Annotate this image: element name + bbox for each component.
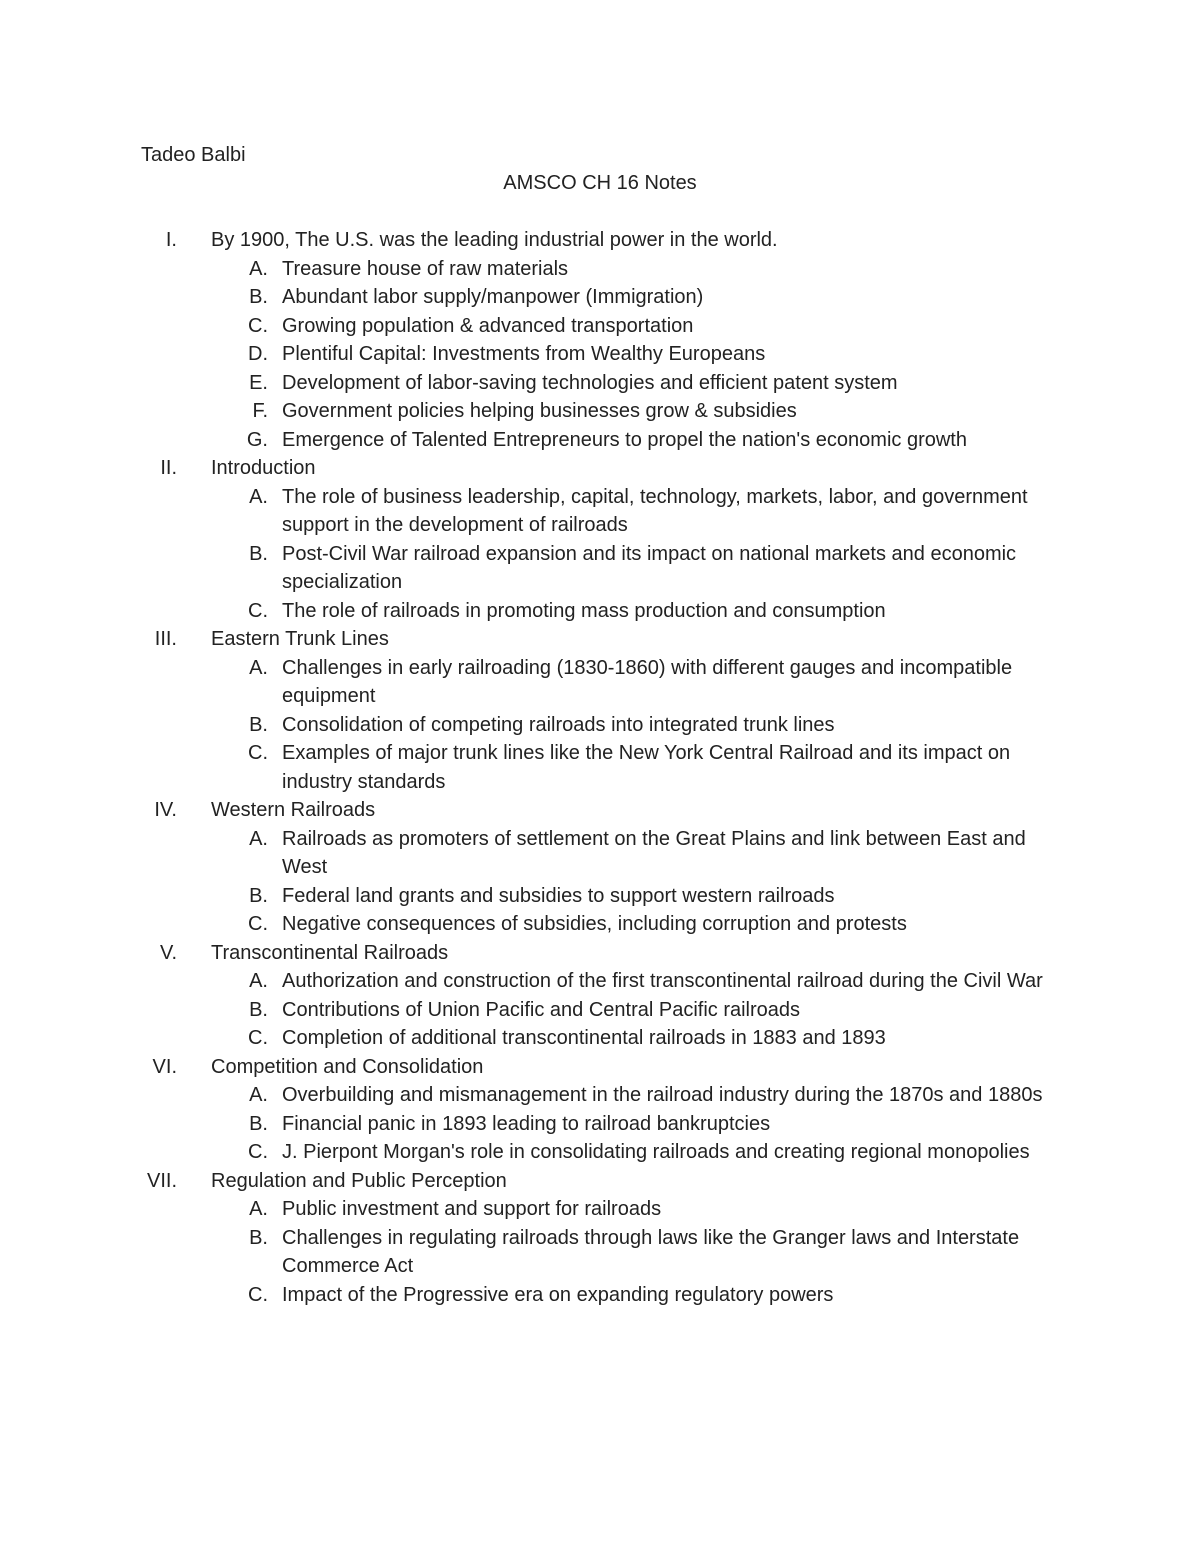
document-title: AMSCO CH 16 Notes <box>503 172 697 194</box>
section-heading-row <box>0 1167 1200 1196</box>
item-text: Examples of major trunk lines like the New York Central Railroad and its impact on industry standards <box>282 742 1011 793</box>
outline-section <box>0 1053 1200 1167</box>
item-text: Completion of additional transcontinental railroads in 1883 and 1893 <box>282 1027 886 1049</box>
item-text: Contributions of Union Pacific and Central Pacific railroads <box>282 998 801 1021</box>
outline-item <box>0 1195 1200 1224</box>
section-heading: Introduction <box>211 457 316 479</box>
section-numeral: I. <box>165 229 177 251</box>
outline-item <box>0 654 1200 711</box>
section-items <box>0 1195 1200 1309</box>
outline-section <box>0 939 1200 1053</box>
outline-item <box>0 711 1200 740</box>
item-text: Financial panic in 1893 leading to railroad bankruptcies <box>282 1112 771 1135</box>
section-heading: Transcontinental Railroads <box>211 941 449 964</box>
item-label: B. <box>249 1226 268 1249</box>
item-label: A. <box>249 1198 268 1220</box>
item-label: C. <box>248 1027 268 1049</box>
outline-item <box>0 312 1200 341</box>
item-text: Impact of the Progressive era on expanding regulatory powers <box>282 1283 834 1306</box>
item-label: A. <box>249 485 268 508</box>
item-text: The role of business leadership, capital, technology, markets, labor, and government support in the development of railroads <box>282 485 1028 536</box>
outline-item <box>0 1024 1200 1053</box>
section-numeral: III. <box>154 628 177 650</box>
item-label: B. <box>249 542 268 565</box>
item-text: J. Pierpont Morgan's role in consolidating railroads and creating regional monopolies <box>282 1141 1030 1163</box>
item-text: Public investment and support for railroads <box>282 1198 662 1220</box>
item-text: Development of labor-saving technologies and efficient patent system <box>282 371 898 394</box>
item-label: F. <box>252 400 268 422</box>
section-numeral: VII. <box>146 1169 177 1192</box>
item-label: C. <box>248 913 268 935</box>
item-label: B. <box>249 286 268 308</box>
section-heading: By 1900, The U.S. was the leading industrial power in the world. <box>211 229 778 251</box>
section-heading: Eastern Trunk Lines <box>211 628 389 650</box>
item-text: Treasure house of raw materials <box>282 257 569 280</box>
outline-item <box>0 1081 1200 1110</box>
section-items <box>0 1081 1200 1167</box>
item-label: G. <box>246 428 268 451</box>
notes-outline <box>0 226 1200 1309</box>
outline-item <box>0 483 1200 540</box>
section-numeral: V. <box>159 941 177 964</box>
item-text: Authorization and construction of the first transcontinental railroad during the Civil War <box>282 970 1043 992</box>
item-label: A. <box>249 656 268 679</box>
item-label: C. <box>248 742 268 764</box>
outline-item <box>0 996 1200 1025</box>
outline-section <box>0 454 1200 625</box>
section-heading-row <box>0 939 1200 968</box>
item-label: B. <box>249 998 268 1021</box>
outline-item <box>0 540 1200 597</box>
item-label: C. <box>248 314 268 337</box>
outline-item <box>0 340 1200 369</box>
outline-item <box>0 910 1200 939</box>
section-heading: Regulation and Public Perception <box>211 1169 507 1192</box>
outline-item <box>0 255 1200 284</box>
section-heading: Western Railroads <box>211 799 376 821</box>
section-heading: Competition and Consolidation <box>211 1055 484 1078</box>
outline-item <box>0 369 1200 398</box>
item-label: C. <box>248 599 268 622</box>
outline-item <box>0 825 1200 882</box>
item-text: Railroads as promoters of settlement on the Great Plains and link between East and West <box>282 827 1026 878</box>
section-heading-row <box>0 1053 1200 1082</box>
item-label: A. <box>249 827 268 850</box>
outline-item <box>0 597 1200 626</box>
item-label: A. <box>249 970 268 992</box>
item-text: Challenges in regulating railroads through laws like the Granger laws and Interstate Commerce Act <box>282 1226 1020 1277</box>
section-items <box>0 255 1200 455</box>
item-text: Challenges in early railroading (1830-1860) with different gauges and incompatible equipment <box>282 656 1013 707</box>
item-label: D. <box>248 343 268 365</box>
item-text: Post-Civil War railroad expansion and its impact on national markets and economic specialization <box>282 542 1017 593</box>
outline-item <box>0 426 1200 455</box>
item-text: The role of railroads in promoting mass production and consumption <box>282 599 886 622</box>
outline-item <box>0 739 1200 796</box>
item-label: B. <box>249 1112 268 1135</box>
item-text: Growing population & advanced transportation <box>282 314 694 337</box>
item-label: E. <box>249 371 268 394</box>
outline-item <box>0 967 1200 996</box>
item-label: B. <box>249 884 268 907</box>
outline-item <box>0 1138 1200 1167</box>
item-text: Government policies helping businesses grow & subsidies <box>282 400 797 422</box>
outline-section <box>0 625 1200 796</box>
item-label: A. <box>249 257 268 280</box>
section-numeral: II. <box>160 457 177 479</box>
section-items <box>0 483 1200 626</box>
section-numeral: IV. <box>154 799 177 821</box>
outline-item <box>0 1281 1200 1310</box>
item-label: B. <box>249 713 268 736</box>
item-text: Consolidation of competing railroads into integrated trunk lines <box>282 713 835 736</box>
outline-section <box>0 1167 1200 1310</box>
section-heading-row <box>0 625 1200 654</box>
author-name: Tadeo Balbi <box>141 144 246 166</box>
section-heading-row <box>0 796 1200 825</box>
outline-item <box>0 1110 1200 1139</box>
item-text: Negative consequences of subsidies, including corruption and protests <box>282 913 907 935</box>
section-items <box>0 825 1200 939</box>
item-text: Emergence of Talented Entrepreneurs to propel the nation's economic growth <box>282 428 967 451</box>
section-heading-row <box>0 226 1200 255</box>
section-items <box>0 967 1200 1053</box>
item-text: Federal land grants and subsidies to support western railroads <box>282 884 835 907</box>
outline-item <box>0 283 1200 312</box>
item-text: Overbuilding and mismanagement in the railroad industry during the 1870s and 1880s <box>282 1084 1043 1106</box>
outline-item <box>0 882 1200 911</box>
section-items <box>0 654 1200 797</box>
item-text: Plentiful Capital: Investments from Wealthy Europeans <box>282 343 766 365</box>
outline-section <box>0 226 1200 454</box>
item-label: C. <box>248 1141 268 1163</box>
item-text: Abundant labor supply/manpower (Immigration) <box>282 286 704 308</box>
outline-item <box>0 1224 1200 1281</box>
item-label: A. <box>249 1084 268 1106</box>
section-numeral: VI. <box>152 1055 177 1078</box>
section-heading-row <box>0 454 1200 483</box>
item-label: C. <box>248 1283 268 1306</box>
outline-section <box>0 796 1200 939</box>
outline-item <box>0 397 1200 426</box>
